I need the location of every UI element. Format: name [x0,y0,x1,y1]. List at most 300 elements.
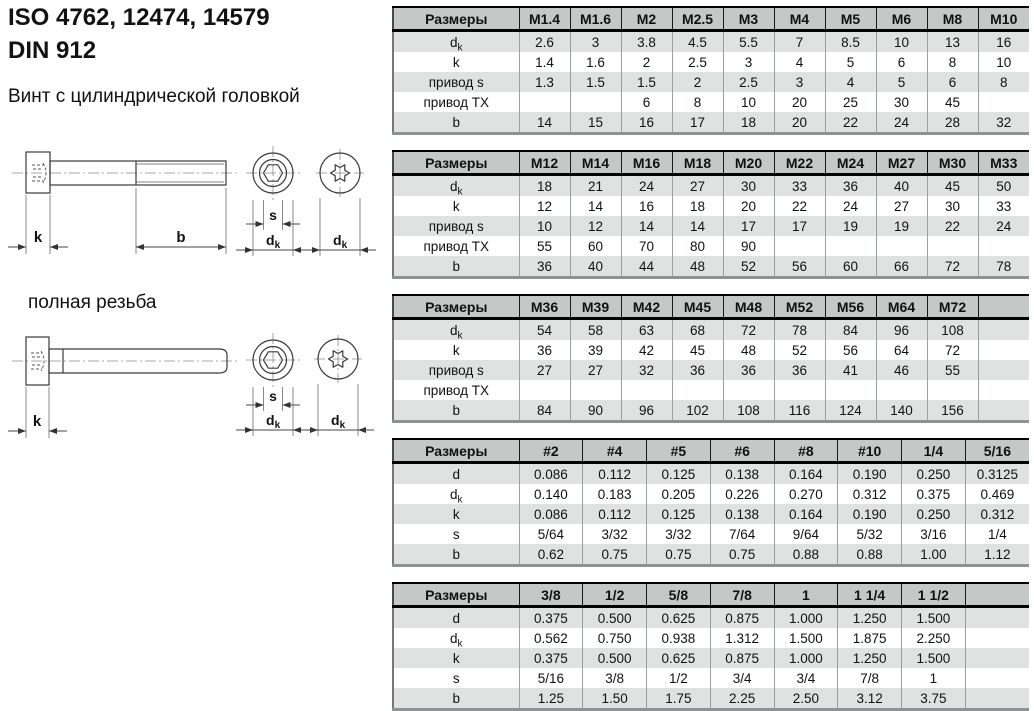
screw-full-thread-drawing [0,322,392,462]
value-cell [978,340,1029,360]
column-header: M5 [825,7,876,31]
value-cell: 4 [774,52,825,72]
value-cell [825,236,876,256]
row-label: привод s [393,72,519,92]
value-cell [978,319,1029,341]
row-label: $d_k$ [393,628,519,648]
column-header: 1/4 [902,439,966,463]
value-cell: 1.5 [570,72,621,92]
value-cell [965,688,1029,710]
value-cell: 0.875 [710,648,774,668]
value-cell: 58 [570,319,621,341]
value-cell: 55 [927,360,978,380]
value-cell: 0.375 [519,607,583,629]
dim-label-k: k [33,229,43,246]
value-cell: 36 [723,360,774,380]
value-cell: 22 [825,112,876,134]
value-cell: 10 [876,31,927,53]
row-label: b [393,112,519,134]
value-cell: 1.250 [838,607,902,629]
value-cell: 17 [774,216,825,236]
value-cell: 4.5 [672,31,723,53]
value-cell [978,360,1029,380]
left-column [0,0,392,703]
table-row [393,463,1029,485]
column-header: M52 [774,295,825,319]
value-cell: 8 [927,52,978,72]
value-cell [570,380,621,400]
tables-column [392,0,1034,706]
value-cell: 3/4 [710,668,774,688]
value-cell: 0.190 [838,463,902,485]
value-cell: 0.112 [583,463,647,485]
row-label: привод s [393,360,519,380]
value-cell: 1/2 [647,668,711,688]
value-cell: 1.3 [519,72,570,92]
value-cell: 7/8 [838,668,902,688]
value-cell: 36 [672,360,723,380]
value-cell: 1.6 [570,52,621,72]
value-cell: 14 [672,216,723,236]
value-cell: 36 [825,175,876,197]
row-label: b [393,400,519,422]
value-cell [978,400,1029,422]
column-header: M45 [672,295,723,319]
value-cell: 1.25 [519,688,583,710]
value-cell [978,236,1029,256]
value-cell: 36 [774,360,825,380]
value-cell: 46 [876,360,927,380]
value-cell: 18 [519,175,570,197]
value-cell: 13 [927,31,978,53]
column-header: M6 [876,7,927,31]
value-cell: 3/32 [647,524,711,544]
table-row [393,72,1029,92]
table-row [393,688,1029,710]
value-cell: 0.125 [647,504,711,524]
value-cell: 0.226 [710,484,774,504]
value-cell: 0.250 [902,504,966,524]
screw-side-view [12,152,240,193]
dimension-s [246,200,300,230]
column-header: M48 [723,295,774,319]
value-cell: 5/64 [519,524,583,544]
value-cell: 33 [774,175,825,197]
value-cell: 3 [723,52,774,72]
value-cell: 24 [825,196,876,216]
value-cell [876,380,927,400]
value-cell: 2.5 [672,52,723,72]
table-row [393,319,1029,341]
value-cell [978,92,1029,112]
value-cell: 0.500 [583,648,647,668]
value-cell: 10 [519,216,570,236]
value-cell: 0.625 [647,607,711,629]
value-cell: 30 [723,175,774,197]
column-header: #10 [838,439,902,463]
column-header: M39 [570,295,621,319]
value-cell: 1.312 [710,628,774,648]
table-row [393,607,1029,629]
value-cell: 8 [978,72,1029,92]
value-cell: 0.562 [519,628,583,648]
value-cell: 27 [876,196,927,216]
row-label: b [393,256,519,278]
table-row [393,31,1029,53]
dim-label-dk: $d_k$ [266,412,281,431]
value-cell: 1.500 [774,628,838,648]
hex-socket-end-view [236,146,310,256]
value-cell: 1.75 [647,688,711,710]
value-cell: 1 [902,668,966,688]
value-cell: 0.3125 [965,463,1029,485]
dim-label-b: b [176,229,186,246]
value-cell: 17 [723,216,774,236]
value-cell: 124 [825,400,876,422]
value-cell: 1.875 [838,628,902,648]
value-cell: 1.12 [965,544,1029,566]
value-cell: 21 [570,175,621,197]
dim-label-dk: $d_k$ [331,412,346,431]
screw-partial-thread-drawing [0,138,392,290]
column-header: 1/2 [583,583,647,607]
value-cell: 1.500 [902,607,966,629]
value-cell: 14 [621,216,672,236]
value-cell: 0.75 [647,544,711,566]
column-header: M27 [876,151,927,175]
value-cell: 19 [876,216,927,236]
table-row [393,380,1029,400]
value-cell: 16 [978,31,1029,53]
value-cell [621,380,672,400]
table-row [393,196,1029,216]
row-label: k [393,504,519,524]
value-cell [927,380,978,400]
table-row [393,52,1029,72]
value-cell: 27 [672,175,723,197]
torx-socket-end-view [302,335,374,436]
value-cell: 7 [774,31,825,53]
value-cell: 90 [570,400,621,422]
value-cell: 78 [978,256,1029,278]
column-header: M72 [927,295,978,319]
row-label: k [393,196,519,216]
value-cell: 5/32 [838,524,902,544]
column-header: Размеры [393,151,519,175]
table-row [393,92,1029,112]
value-cell: 20 [774,112,825,134]
table-row [393,112,1029,134]
header-row [393,439,1029,463]
value-cell: 66 [876,256,927,278]
value-cell: 36 [519,340,570,360]
column-header: M3 [723,7,774,31]
column-header: M30 [927,151,978,175]
value-cell: 0.125 [647,463,711,485]
value-cell: 0.625 [647,648,711,668]
table-row [393,544,1029,566]
value-cell: 2.5 [723,72,774,92]
value-cell [519,92,570,112]
table-row [393,340,1029,360]
column-header: M18 [672,151,723,175]
value-cell: 0.875 [710,607,774,629]
column-header: Размеры [393,439,519,463]
value-cell: 8 [672,92,723,112]
row-label: k [393,648,519,668]
dimension-dk-torx [304,198,376,256]
screw-side-view [12,337,240,385]
value-cell: 27 [519,360,570,380]
value-cell: 116 [774,400,825,422]
value-cell: 17 [672,112,723,134]
value-cell: 0.164 [774,504,838,524]
value-cell: 14 [519,112,570,134]
value-cell: 6 [876,52,927,72]
value-cell: 48 [723,340,774,360]
value-cell: 3.75 [902,688,966,710]
value-cell: 5.5 [723,31,774,53]
dimension-dk-torx [302,384,374,436]
value-cell: 0.75 [583,544,647,566]
dim-label-dk: $d_k$ [266,232,281,251]
table-row [393,175,1029,197]
value-cell: 41 [825,360,876,380]
value-cell: 2 [672,72,723,92]
column-header: M2 [621,7,672,31]
column-header: 1 [774,583,838,607]
value-cell: 16 [621,196,672,216]
value-cell: 72 [927,340,978,360]
value-cell: 1.50 [583,688,647,710]
table-row [393,668,1029,688]
row-label: b [393,688,519,710]
table-row [393,628,1029,648]
column-header: #2 [519,439,583,463]
column-header: M64 [876,295,927,319]
value-cell: 72 [927,256,978,278]
column-header: 1 1/4 [838,583,902,607]
value-cell: 0.250 [902,463,966,485]
value-cell: 10 [978,52,1029,72]
row-label: привод TX [393,92,519,112]
column-header [965,583,1029,607]
column-header: 7/8 [710,583,774,607]
row-label: $d_k$ [393,484,519,504]
value-cell: 55 [519,236,570,256]
dimension-k [8,387,67,438]
value-cell: 48 [672,256,723,278]
value-cell: 0.112 [583,504,647,524]
value-cell: 4 [825,72,876,92]
value-cell: 0.138 [710,504,774,524]
column-header: Размеры [393,295,519,319]
value-cell [774,236,825,256]
value-cell: 0.086 [519,463,583,485]
value-cell [965,668,1029,688]
dimension-table-3 [392,294,1029,423]
value-cell: 28 [927,112,978,134]
subtitle: Винт с цилиндрической головкой [8,86,300,107]
value-cell: 3 [774,72,825,92]
value-cell: 1.4 [519,52,570,72]
value-cell: 68 [672,319,723,341]
dimension-table-1 [392,6,1029,135]
value-cell: 1.500 [902,648,966,668]
value-cell [672,380,723,400]
value-cell: 25 [825,92,876,112]
value-cell: 96 [621,400,672,422]
value-cell: 0.62 [519,544,583,566]
column-header: #5 [647,439,711,463]
value-cell: 14 [570,196,621,216]
header-row [393,7,1029,31]
value-cell: 7/64 [710,524,774,544]
value-cell: 78 [774,319,825,341]
value-cell: 5 [825,52,876,72]
column-header: M8 [927,7,978,31]
value-cell: 0.183 [583,484,647,504]
column-header [978,295,1029,319]
value-cell [927,236,978,256]
column-header: M33 [978,151,1029,175]
value-cell: 0.312 [965,504,1029,524]
value-cell [825,380,876,400]
column-header: M20 [723,151,774,175]
value-cell: 1/4 [965,524,1029,544]
value-cell: 3.8 [621,31,672,53]
column-header: M56 [825,295,876,319]
value-cell: 1.000 [774,648,838,668]
value-cell: 30 [927,196,978,216]
value-cell: 0.88 [774,544,838,566]
value-cell: 52 [723,256,774,278]
value-cell: 12 [570,216,621,236]
value-cell: 2 [621,52,672,72]
value-cell: 19 [825,216,876,236]
column-header: M36 [519,295,570,319]
column-header: M2.5 [672,7,723,31]
table-row [393,484,1029,504]
column-header: M24 [825,151,876,175]
value-cell: 0.75 [710,544,774,566]
row-label: b [393,544,519,566]
column-header: 5/8 [647,583,711,607]
table-row [393,400,1029,422]
value-cell [965,607,1029,629]
value-cell: 3 [570,31,621,53]
value-cell: 140 [876,400,927,422]
column-header: M42 [621,295,672,319]
dim-label-dk: $d_k$ [333,232,348,251]
table-row [393,236,1029,256]
value-cell: 24 [621,175,672,197]
value-cell: 6 [621,92,672,112]
value-cell: 56 [825,340,876,360]
column-header: 5/16 [965,439,1029,463]
value-cell: 1.5 [621,72,672,92]
value-cell [723,380,774,400]
row-label: привод s [393,216,519,236]
dimension-table-4 [392,438,1029,567]
value-cell: 0.750 [583,628,647,648]
value-cell: 72 [723,319,774,341]
value-cell: 70 [621,236,672,256]
value-cell: 64 [876,340,927,360]
column-header: M1.6 [570,7,621,31]
torx-socket-end-view [304,149,376,256]
row-label: d [393,463,519,485]
page-title-standards: ISO 4762, 12474, 14579 [8,4,270,31]
value-cell: 2.6 [519,31,570,53]
value-cell: 50 [978,175,1029,197]
column-header: #4 [583,439,647,463]
value-cell [774,380,825,400]
value-cell: 42 [621,340,672,360]
value-cell: 0.938 [647,628,711,648]
value-cell: 90 [723,236,774,256]
value-cell: 18 [723,112,774,134]
value-cell: 45 [672,340,723,360]
value-cell: 12 [519,196,570,216]
table-row [393,256,1029,278]
header-row [393,295,1029,319]
table-row [393,648,1029,668]
row-label: d [393,607,519,629]
column-header: M4 [774,7,825,31]
row-label: k [393,340,519,360]
value-cell: 63 [621,319,672,341]
value-cell: 0.469 [965,484,1029,504]
value-cell: 2.250 [902,628,966,648]
value-cell [570,92,621,112]
table-row [393,360,1029,380]
value-cell: 1.000 [774,607,838,629]
value-cell: 84 [825,319,876,341]
value-cell: 27 [570,360,621,380]
value-cell: 0.140 [519,484,583,504]
row-label: $d_k$ [393,319,519,341]
value-cell: 0.205 [647,484,711,504]
value-cell: 0.270 [774,484,838,504]
row-label: привод TX [393,380,519,400]
value-cell: 2.25 [710,688,774,710]
row-label: s [393,668,519,688]
value-cell: 44 [621,256,672,278]
dimension-table-2 [392,150,1029,279]
value-cell [965,628,1029,648]
value-cell: 54 [519,319,570,341]
value-cell: 40 [876,175,927,197]
hex-socket-end-view [236,333,310,436]
value-cell: 0.190 [838,504,902,524]
value-cell: 32 [621,360,672,380]
value-cell: 80 [672,236,723,256]
table-row [393,216,1029,236]
value-cell: 32 [978,112,1029,134]
column-header: M1.4 [519,7,570,31]
column-header: 3/8 [519,583,583,607]
value-cell: 45 [927,175,978,197]
header-row [393,151,1029,175]
table-row [393,504,1029,524]
value-cell: 0.086 [519,504,583,524]
value-cell: 0.164 [774,463,838,485]
table-row [393,524,1029,544]
value-cell: 15 [570,112,621,134]
dim-label-s: s [269,388,277,404]
value-cell: 45 [927,92,978,112]
